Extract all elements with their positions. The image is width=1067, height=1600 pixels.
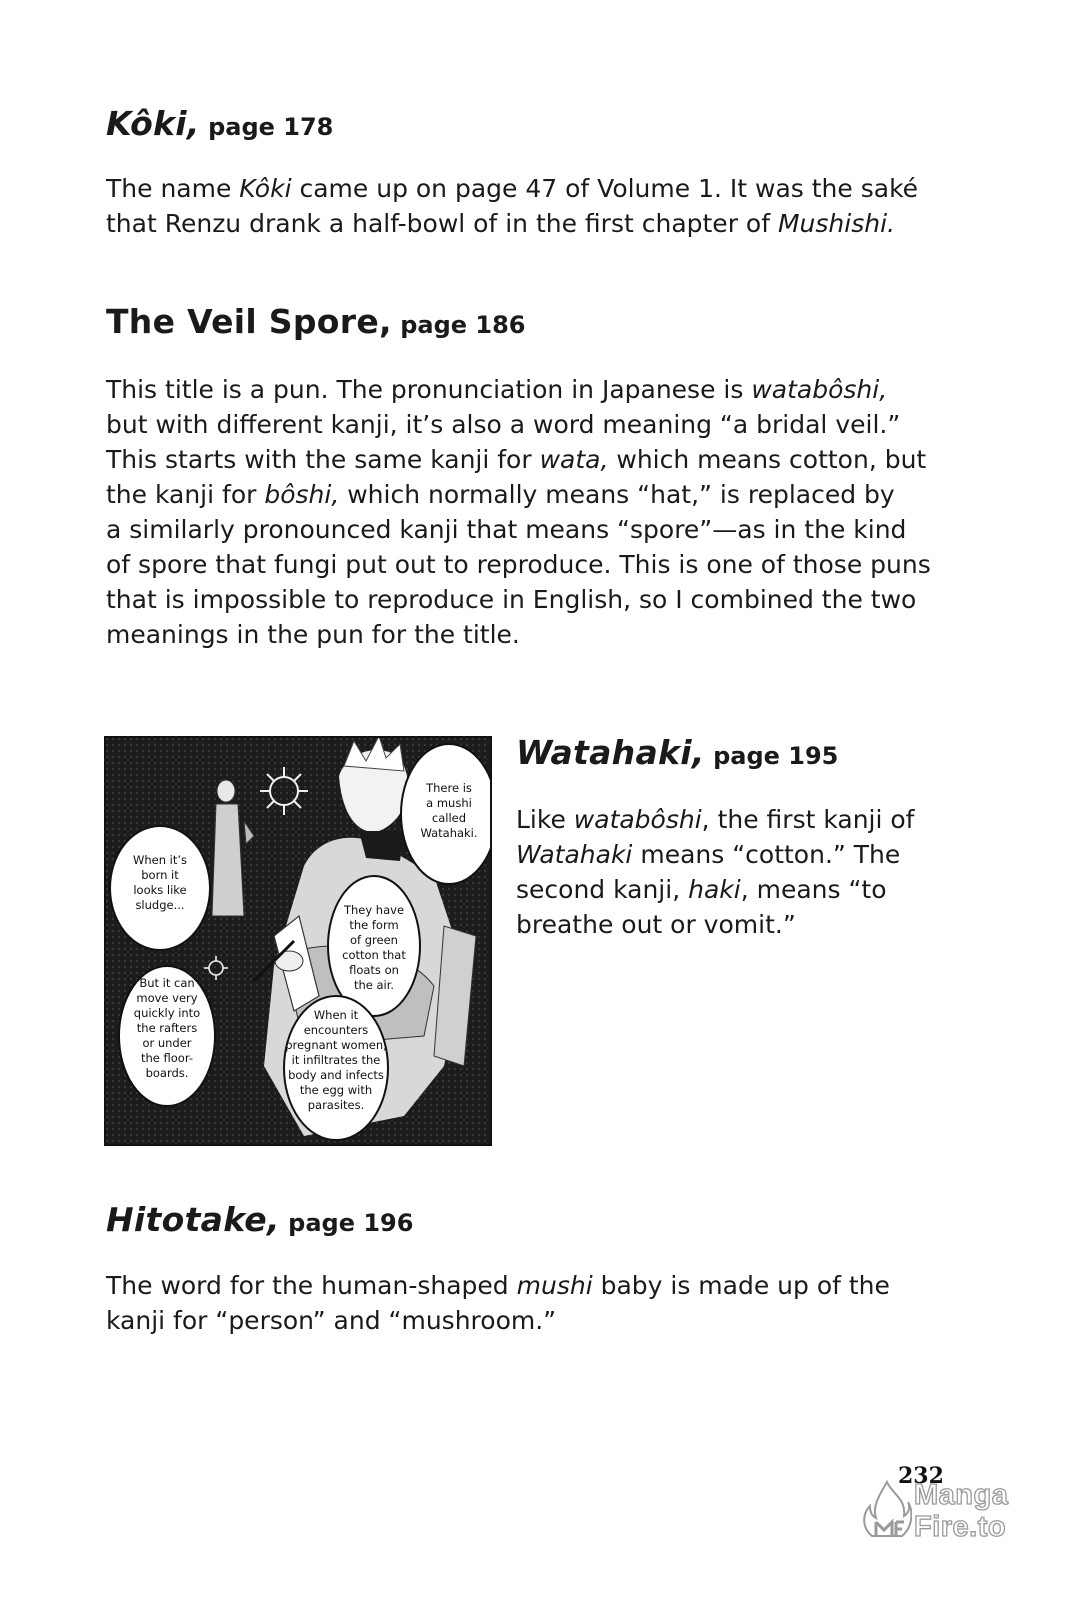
text-run: that is impossible to reproduce in English, so I combined the two (106, 585, 917, 614)
bubble-line: called (431, 811, 467, 825)
text-run: which normally means “hat,” is replaced by (339, 480, 895, 509)
bubble-line: a mushi (426, 796, 472, 810)
speech-bubble (328, 876, 420, 1016)
svg-text:When it’sborn itlooks likeslud (133, 853, 187, 912)
bubble-line: of green (350, 933, 398, 947)
speech-bubble (284, 996, 388, 1140)
paragraph-watahaki (516, 802, 1016, 942)
text-run: a similarly pronounced kanji that means “spore”—as in the kind (106, 515, 907, 544)
bubble-line: move very (136, 991, 198, 1005)
watermark-line1: Manga (914, 1479, 1009, 1511)
text-run: kanji for “person” and “mushroom.” (106, 1306, 557, 1335)
text-run: The name (106, 174, 240, 203)
bubble-line: But it can (139, 976, 195, 990)
bubble-line: the air. (353, 978, 395, 992)
text-run: meanings in the pun for the title. (106, 620, 520, 649)
bubble-line: floats on (349, 963, 399, 977)
italic-term: Kôki (239, 174, 292, 203)
bubble-line: They have (343, 903, 405, 917)
bubble-line: When it (313, 1008, 359, 1022)
flame-logo-icon (862, 1478, 912, 1542)
bubble-line: quickly into (133, 1006, 201, 1020)
bubble-line: boards. (145, 1066, 189, 1080)
section-heading-koki (106, 104, 333, 143)
section-heading-watahaki (516, 733, 838, 772)
bubble-line: the egg with (299, 1083, 373, 1097)
text-run: but with different kanji, it’s also a word meaning “a bridal veil.” (106, 410, 901, 439)
bubble-line: the floor- (141, 1051, 193, 1065)
page-ref-veil-spore: page 186 (400, 311, 526, 339)
text-run: the kanji for (106, 480, 265, 509)
section-heading-hitotake (106, 1200, 413, 1239)
italic-term: Watahaki (516, 840, 633, 869)
italic-term: Mushishi. (777, 209, 895, 238)
term-hitotake: Hitotake, (106, 1200, 280, 1239)
text-run: baby is made up of the (592, 1271, 890, 1300)
text-run: second kanji, (516, 875, 689, 904)
term-watahaki: Watahaki, (516, 733, 705, 772)
watermark (862, 1478, 1032, 1542)
text-run: This title is a pun. The pronunciation in Japanese is (106, 375, 752, 404)
bubble-line: the form (349, 918, 399, 932)
bubble-line: When it’s (132, 853, 188, 867)
italic-term: haki (688, 875, 741, 904)
italic-term: mushi (516, 1271, 593, 1300)
term-koki: Kôki, (106, 104, 200, 143)
paragraph-hitotake (106, 1268, 986, 1338)
bubble-line: born it (141, 868, 179, 882)
page-number: 232 (898, 1463, 944, 1489)
paragraph-koki (106, 171, 986, 241)
bubble-line: looks like (133, 883, 187, 897)
bubble-line: Watahaki. (420, 826, 478, 840)
text-run: that Renzu drank a half-bowl of in the first chapter of (106, 209, 778, 238)
bubble-line: There is (426, 781, 472, 795)
text-run: , means “to (740, 875, 887, 904)
italic-term: wata, (539, 445, 609, 474)
bubble-line: parasites. (307, 1098, 365, 1112)
bubble-line: body and infects (288, 1068, 384, 1082)
speech-bubble (401, 744, 492, 884)
text-run: of spore that fungi put out to reproduce. This is one of those puns (106, 550, 931, 579)
italic-term: watabôshi, (751, 375, 888, 404)
bubble-line: the rafters (136, 1021, 198, 1035)
text-run: means “cotton.” The (632, 840, 901, 869)
text-run: came up on page 47 of Volume 1. It was the saké (291, 174, 919, 203)
paragraph-veil-spore (106, 372, 1006, 652)
text-run: This starts with the same kanji for (106, 445, 540, 474)
section-heading-veil-spore (106, 302, 526, 341)
text-run: , the first kanji of (701, 805, 915, 834)
svg-text:But it canmove veryquickly int (134, 976, 200, 1080)
manga-panel (104, 736, 492, 1146)
bubble-line: encounters (303, 1023, 369, 1037)
page-ref-hitotake: page 196 (288, 1209, 414, 1237)
bubble-line: or under (142, 1036, 192, 1050)
bubble-line: it infiltrates the (291, 1053, 381, 1067)
text-run: which means cotton, but (608, 445, 927, 474)
watermark-line2: Fire.to (914, 1511, 1007, 1543)
page-ref-koki: page 178 (208, 113, 334, 141)
text-run: breathe out or vomit.” (516, 910, 796, 939)
italic-term: bôshi, (264, 480, 340, 509)
speech-bubble (119, 966, 215, 1106)
page-ref-watahaki: page 195 (713, 742, 839, 770)
text-run: Like (516, 805, 574, 834)
bubble-line: pregnant women, (285, 1038, 387, 1052)
term-veil-spore: The Veil Spore, (106, 302, 392, 341)
italic-term: watabôshi (573, 805, 702, 834)
bubble-line: sludge... (135, 898, 185, 912)
speech-bubble (110, 826, 210, 950)
bubble-line: cotton that (342, 948, 406, 962)
text-run: The word for the human-shaped (106, 1271, 517, 1300)
